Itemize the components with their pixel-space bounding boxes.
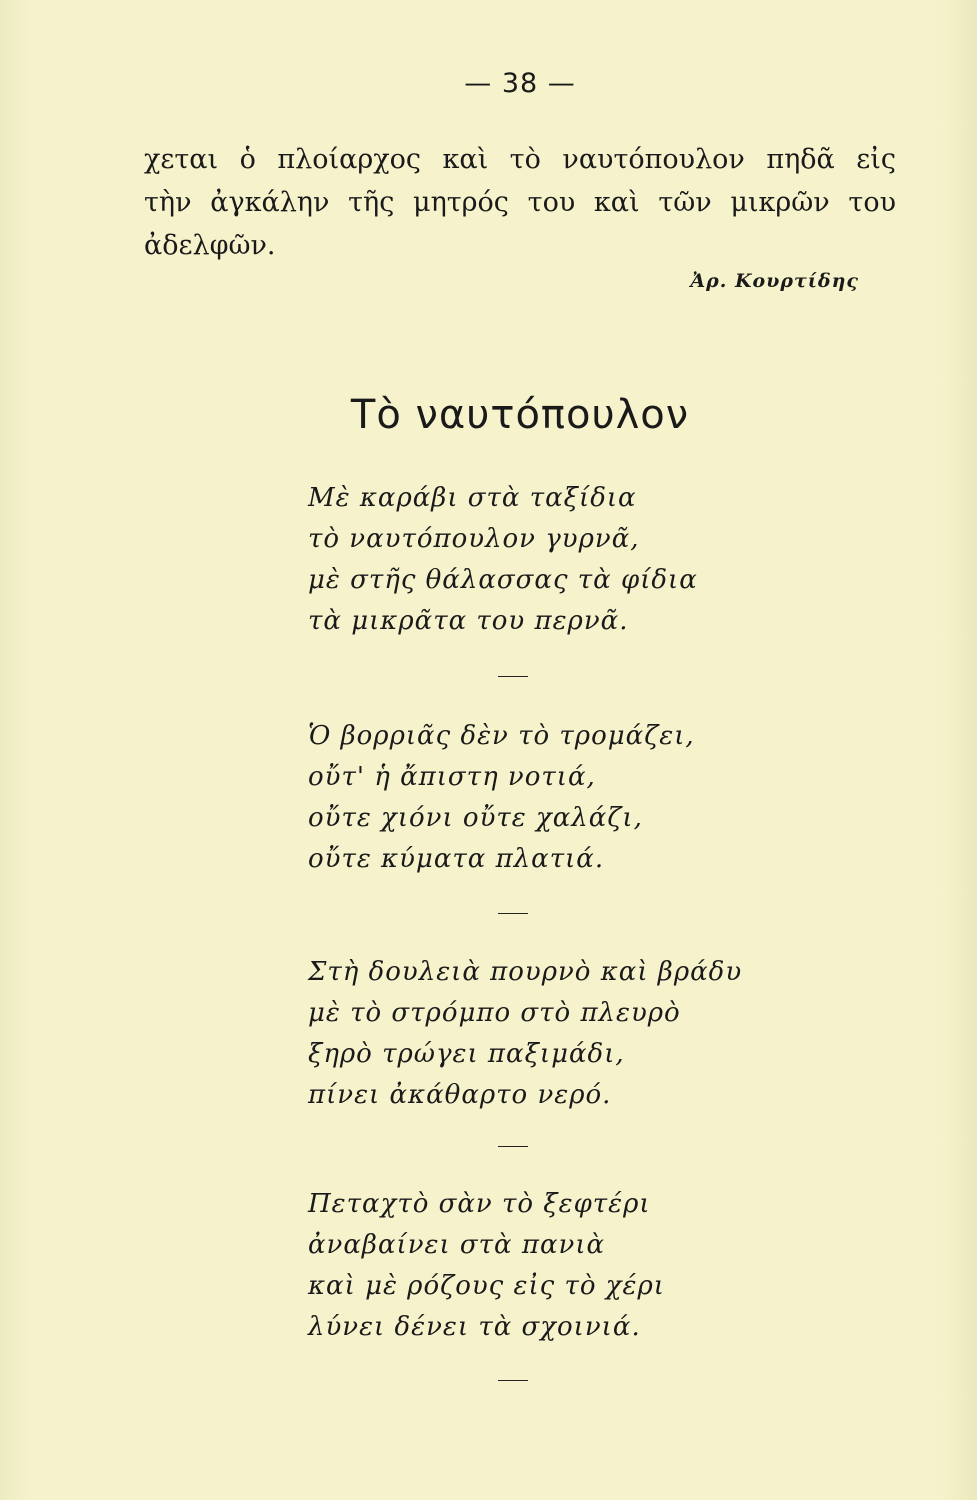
verse-line: πίνει ἀκάθαρτο νερό.: [308, 1080, 612, 1110]
verse-line: καὶ μὲ ρόζους εἰς τὸ χέρι: [308, 1271, 665, 1301]
stanza-divider: [498, 1380, 528, 1381]
verse-line: τὸ ναυτόπουλον γυρνᾶ,: [308, 524, 640, 554]
verse-line: Ὁ βορριᾶς δὲν τὸ τρομάζει,: [308, 721, 695, 751]
prose-line: χεται ὁ πλοίαρχος καὶ τὸ ναυτόπουλον πηδᾶ εἰς: [144, 144, 896, 175]
poem-stanza-2: [308, 716, 695, 880]
stanza-divider: [498, 676, 528, 677]
prose-line: ἀδελφῶν.: [144, 230, 276, 261]
poem-stanza-4: [308, 1184, 665, 1348]
verse-line: οὔτε κύματα πλατιά.: [308, 844, 605, 874]
verse-line: λύνει δένει τὰ σχοινιά.: [308, 1312, 641, 1342]
verse-line: μὲ τὸ στρόμπο στὸ πλευρὸ: [308, 998, 681, 1028]
author-attribution: Ἀρ. Κουρτίδης: [690, 270, 859, 292]
prose-line: τὴν ἀγκάλην τῆς μητρός του καὶ τῶν μικρῶν του: [144, 187, 896, 218]
page-number: — 38 —: [464, 68, 576, 99]
stanza-divider: [498, 1146, 528, 1147]
prose-paragraph: [144, 138, 896, 267]
verse-line: Μὲ καράβι στὰ ταξίδια: [308, 483, 637, 513]
verse-line: τὰ μικρᾶτα του περνᾶ.: [308, 606, 629, 636]
verse-line: οὔτε χιόνι οὔτε χαλάζι,: [308, 803, 643, 833]
verse-line: μὲ στῆς θάλασσας τὰ φίδια: [308, 565, 698, 595]
poem-stanza-1: [308, 478, 698, 642]
verse-line: Πεταχτὸ σὰν τὸ ξεφτέρι: [308, 1189, 651, 1219]
poem-stanza-3: [308, 952, 742, 1116]
verse-line: ἀναβαίνει στὰ πανιὰ: [308, 1230, 606, 1260]
poem-title: Τὸ ναυτόπουλον: [350, 392, 690, 438]
verse-line: οὔτ' ἡ ἄπιστη νοτιά,: [308, 762, 596, 792]
verse-line: ξηρὸ τρώγει παξιμάδι,: [308, 1039, 625, 1069]
stanza-divider: [498, 913, 528, 914]
verse-line: Στὴ δουλειὰ πουρνὸ καὶ βράδυ: [308, 957, 743, 987]
